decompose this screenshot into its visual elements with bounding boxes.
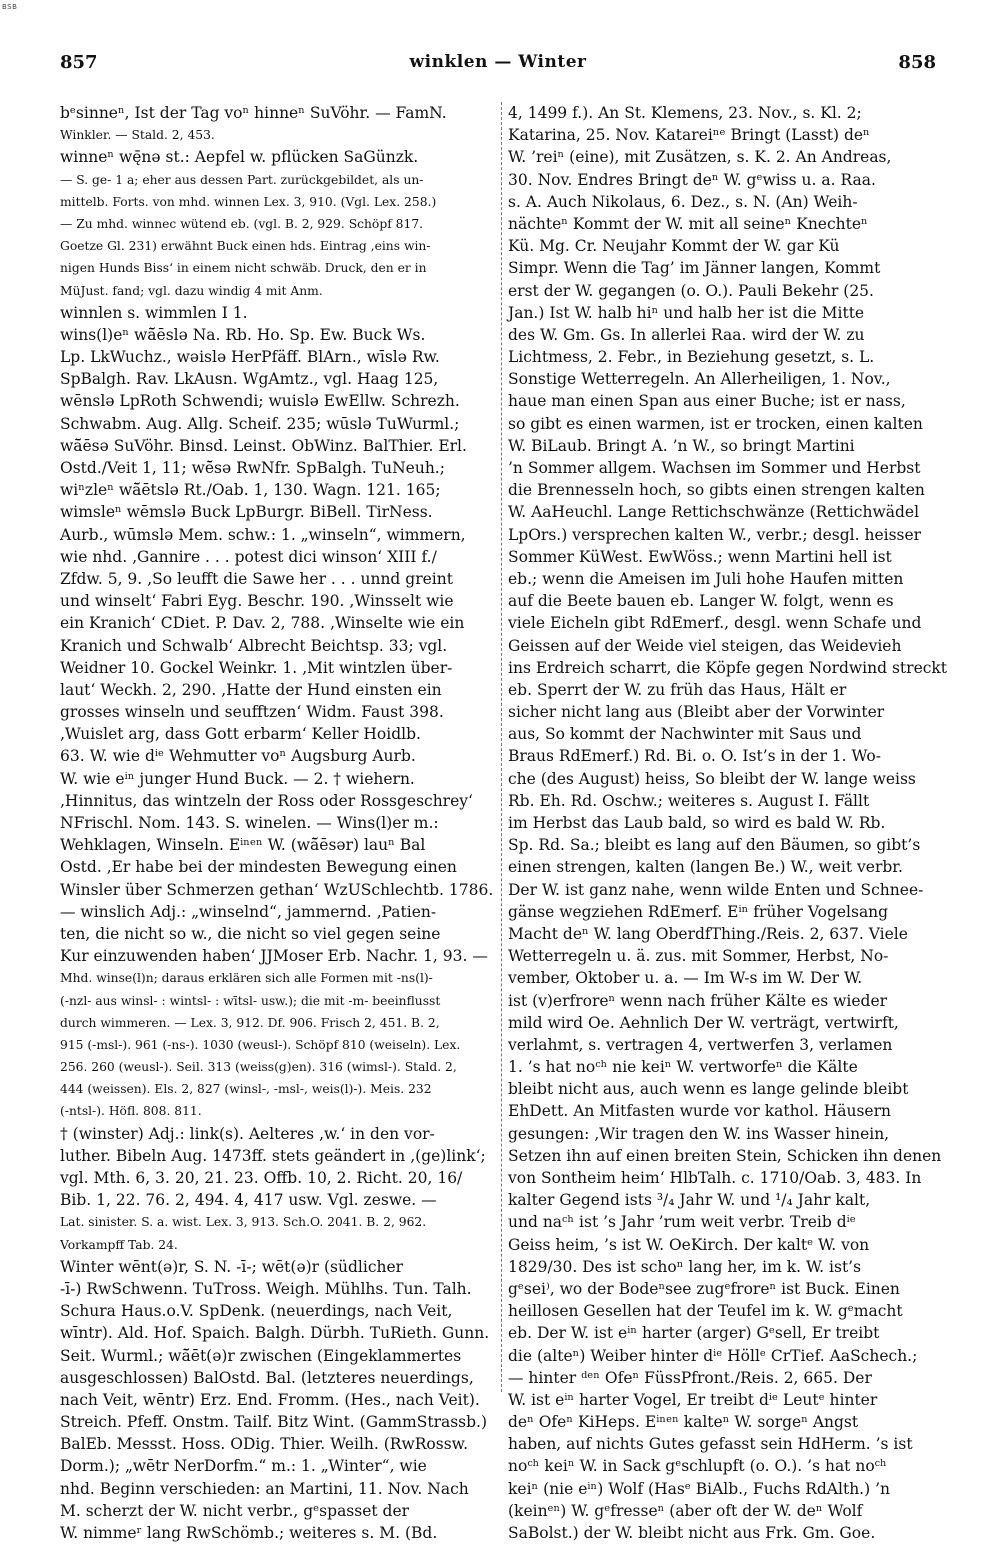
text-line: wins(l)eⁿ wā̆ēslə Na. Rb. Ho. Sp. Ew. Buck Ws. [60, 325, 426, 344]
text-line: mild wird Oe. Aehnlich Der W. verträgt, vertwirft, [508, 1013, 899, 1032]
left-column [60, 102, 497, 1542]
page-header [60, 52, 936, 86]
text-line: W. nimmeʳ lang RwSchömb.; weiteres s. M. (Bd. [60, 1524, 438, 1542]
text-line: MüJust. fand; vgl. dazu windig 4 mit Anm. [60, 283, 323, 298]
text-line: wiⁿzleⁿ wā̆ētslə Rt./Oab. 1, 130. Wagn. 121. 165; [60, 481, 441, 500]
text-line: Jan.) Ist W. halb hiⁿ und halb her ist die Mitte [508, 303, 865, 322]
text-line: 1. ’s hat noᶜʰ nie keiⁿ W. vertworfeⁿ die Kälte [508, 1058, 858, 1077]
text-line: Kur einzuwenden haben‘ JJMoser Erb. Nachr. 1, 93. — [60, 947, 488, 966]
text-line: so gibt es einen warmen, ist er trocken, einen kalten [508, 414, 923, 433]
text-line: ins Erdreich scharrt, die Köpfe gegen Nordwind streckt [508, 658, 948, 677]
text-line: 63. W. wie dⁱᵉ Wehmutter voⁿ Augsburg Aurb. [60, 747, 416, 766]
text-line: winnlen s. wimmlen I 1. [60, 303, 248, 322]
text-line: Schwabm. Aug. Allg. Scheif. 235; wūslə TuWurml.; [60, 414, 460, 433]
column-divider [501, 102, 503, 1392]
text-line: (keinᵉⁿ) W. gᵉfresseⁿ (aber oft der W. deⁿ Wolf [508, 1501, 863, 1520]
text-line: BalEb. Messst. Hoss. ODig. Thier. Weilh. (RwRossw. [60, 1435, 469, 1454]
text-line: W. ist eⁱⁿ harter Vogel, Er treibt dⁱᵉ Leutᵉ hinter [508, 1390, 878, 1409]
text-line: — S. ge- 1 a; eher aus dessen Part. zurückgebildet, als un- [60, 172, 424, 187]
text-line: heillosen Gesellen hat der Teufel im k. W. gᵉmacht [508, 1302, 903, 1321]
text-line: gänse wegziehen RdEmerf. Eⁱⁿ früher Vogelsang [508, 902, 889, 921]
text-line: Wetterregeln u. ä. zus. mit Sommer, Herbst, No- [508, 947, 889, 966]
text-line: Rb. Eh. Rd. Oschw.; weiteres s. August I. Fällt [508, 791, 870, 810]
text-line: vgl. Mth. 6, 3. 20, 21. 23. Offb. 10, 2. Richt. 20, 16/ [60, 1169, 463, 1187]
text-line: laut‘ Weckh. 2, 290. ‚Hatte der Hund einsten ein [60, 680, 442, 699]
text-line: des W. Gm. Gs. In allerlei Raa. wird der W. zu [508, 325, 865, 344]
page-number-right: 858 [898, 52, 936, 73]
text-line: Macht deⁿ W. lang OberdfThing./Reis. 2, 637. Viele [508, 924, 908, 943]
text-line: nächteⁿ Kommt der W. mit all seineⁿ Knechteⁿ [508, 214, 868, 233]
text-line: W. BiLaub. Bringt A. ’n W., so bringt Martini [508, 436, 855, 455]
text-line: LpOrs.) versprechen kalten W., verbr.; desgl. heisser [508, 525, 922, 544]
text-line: Aurb., wūmslə Mem. schw.: 1. „winseln“, wimmern, [60, 525, 466, 544]
text-line: Katarina, 25. Nov. Katareiⁿᵉ Bringt (Lasst) deⁿ [508, 126, 870, 145]
text-line: von Sontheim heim‘ HlbTalh. c. 1710/Oab. 3, 483. In [508, 1169, 922, 1187]
text-line: ten, die nicht so w., die nicht so viel gegen seine [60, 924, 441, 943]
text-line: Geissen auf der Weide viel steigen, das Weidevieh [508, 636, 902, 655]
text-line: verlahmt, s. vertragen 4, vertwerfen 3, verlamen [508, 1035, 893, 1054]
text-line: sicher nicht lang aus (Bleibt aber der Vorwinter [508, 703, 885, 722]
text-line: einen strengen, kalten (langen Be.) W., weit verbr. [508, 858, 903, 877]
text-line: die (alteⁿ) Weiber hinter dⁱᵉ Höllᵉ CrTief. AaSchech.; [508, 1346, 918, 1365]
text-line: (-nzl- aus winsl- : wintsl- : wītsl- usw.); die mit -m- beeinflusst [60, 993, 441, 1008]
text-line: Setzen ihn auf einen breiten Stein, Schicken ihn denen [508, 1146, 942, 1165]
text-line: deⁿ Ofeⁿ KiHeps. Eⁱⁿᵉⁿ kalteⁿ W. sorgeⁿ Angst [508, 1413, 859, 1432]
text-line: Ostd./Veit 1, 11; wē̆sə RwNfr. SpBalgh. TuNeuh.; [60, 459, 445, 477]
text-line: Lp. LkWuchz., wəislə HerPfäff. BlArn., wīslə Rw. [60, 348, 440, 367]
text-line: — Zu mhd. winnec wütend eb. (vgl. B. 2, 929. Schöpf 817. [60, 216, 424, 231]
text-line: Lat. sinister. S. a. wist. Lex. 3, 913. Sch.O. 2041. B. 2, 962. [60, 1215, 427, 1230]
text-line: grosses winseln und seufftzen‘ Widm. Faust 398. [60, 703, 444, 722]
text-line: W. AaHeuchl. Lange Rettichschwänze (Rettichwädel [508, 503, 920, 522]
text-line: eb. Sperrt der W. zu früh das Haus, Hält er [508, 680, 847, 699]
text-line: Geiss heim, ’s ist W. OeKirch. Der kaltᵉ W. von [508, 1235, 870, 1254]
text-line: che (des August) heiss, So bleibt der W. lange weiss [508, 769, 916, 788]
text-line: erst der W. gegangen (o. O.). Pauli Bekehr (25. [508, 281, 874, 300]
text-line: Ostd. ‚Er habe bei der mindesten Bewegung einen [60, 858, 457, 877]
text-line: im Herbst das Laub bald, so wird es bald W. Rb. [508, 814, 886, 832]
text-line: Zfdw. 5, 9. ‚So leufft die Sawe her . . . unnd greint [60, 569, 453, 588]
text-line: SpBalgh. Rav. LkAusn. WgAmtz., vgl. Haag 125, [60, 370, 439, 389]
text-line: Sonstige Wetterregeln. An Allerheiligen, 1. Nov., [508, 370, 891, 389]
text-line: Vorkampff Tab. 24. [60, 1237, 178, 1252]
text-line: bᵉsinneⁿ, Ist der Tag voⁿ hinneⁿ SuVöhr. — FamN. [60, 104, 447, 122]
text-line: — winslich Adj.: „winselnd“, jammernd. ‚Patien- [60, 902, 437, 921]
text-line: wie nhd. ‚Gannire . . . potest dici winson‘ XIII f./ [60, 547, 437, 566]
text-line: Kranich und Schwalb‘ Albrecht Beichtsp. 33; vgl. [60, 636, 448, 655]
text-line: Sommer KüWest. EwWöss.; wenn Martini hell ist [508, 547, 892, 566]
text-line: NFrischl. Nom. 143. S. winelen. — Wins(l)er m.: [60, 814, 439, 832]
text-line: Sp. Rd. Sa.; bleibt es lang auf den Bäumen, so gibt’s [508, 836, 921, 855]
text-line: Seit. Wurml.; wā̆ēt(ə)r zwischen (Eingeklammertes [60, 1346, 462, 1365]
text-line: 444 (weissen). Els. 2, 827 (winsl-, -msl-, weis(l)-). Meis. 232 [60, 1082, 432, 1097]
text-line: M. scherzt der W. nicht verbr., gᵉspasset der [60, 1501, 410, 1520]
text-line: wēnslə LpRoth Schwendi; wuislə EwEllw. Schrezh. [60, 392, 460, 411]
text-line: Bib. 1, 22. 76. 2, 494. 4, 417 usw. Vgl. zeswe. — [60, 1191, 437, 1210]
text-line: Mhd. winse(l)n; daraus erklären sich alle Formen mit -ns(l)- [60, 971, 433, 986]
text-line: Braus RdEmerf.) Rd. Bi. o. O. Ist’s in der 1. Wo- [508, 747, 881, 766]
text-line: luther. Bibeln Aug. 1473ff. stets geändert in ‚(ge)link‘; [60, 1146, 486, 1165]
text-line: und naᶜʰ ist ’s Jahr ’rum weit verbr. Treib dⁱᵉ [508, 1213, 856, 1232]
text-line: wā̆ēsə SuVöhr. Binsd. Leinst. ObWinz. BalThier. Erl. [60, 436, 467, 455]
text-line: viele Eicheln gibt RdEmerf., desgl. wenn Schafe und [508, 614, 922, 633]
text-line: ist (v)erfroreⁿ wenn nach früher Kälte es wieder [508, 991, 888, 1010]
library-stamp: BSB [2, 3, 18, 11]
text-line: Lichtmess, 2. Febr., in Beziehung gesetzt, s. L. [508, 348, 875, 367]
text-line: SaBolst.) der W. bleibt nicht aus Frk. Gm. Goe. [508, 1524, 876, 1542]
text-line: kalter Gegend ists ³/₄ Jahr W. und ¹/₄ Jahr kalt, [508, 1191, 871, 1210]
text-line: -ī-) RwSchwenn. TuTross. Weigh. Mühlhs. Tun. Talh. [60, 1279, 472, 1298]
text-line: wimsleⁿ wēmslə Buck LpBurgr. BiBell. TirNess. [60, 503, 433, 522]
text-line: Schura Haus.o.V. SpDenk. (neuerdings, nach Veit, [60, 1302, 453, 1321]
right-column [508, 102, 948, 1542]
text-line: gesungen: ‚Wir tragen den W. ins Wasser hinein, [508, 1124, 890, 1143]
text-line: W. wie eⁱⁿ junger Hund Buck. — 2. † wiehern. [60, 769, 415, 788]
running-title: winklen — Winter [409, 52, 587, 72]
text-line: auf die Beete bauen eb. Langer W. folgt, wenn es [508, 592, 894, 611]
text-line: ‚Wuislet arg, dass Gott erbarm‘ Keller Hoidlb. [60, 725, 421, 744]
text-line: winneⁿ wę̄nə st.: Aepfel w. pflücken SaGünzk. [60, 148, 419, 167]
text-line: durch wimmeren. — Lex. 3, 912. Df. 906. Frisch 2, 451. B. 2, [60, 1015, 440, 1030]
text-line: mittelb. Forts. von mhd. winnen Lex. 3, 910. (Vgl. Lex. 258.) [60, 194, 437, 209]
text-line: haben, auf nichts Gutes gefasst sein HdHerm. ’s ist [508, 1435, 913, 1454]
text-line: gᵉsei⁾, wo der Bodeⁿsee zugᵉfroreⁿ ist Buck. Einen [508, 1279, 900, 1298]
text-line: W. ’reiⁿ (eine), mit Zusätzen, s. K. 2. An Andreas, [508, 148, 892, 167]
text-line: aus, So kommt der Nachwinter mit Saus und [508, 725, 862, 744]
text-line: ein Kranich‘ CDiet. P. Dav. 2, 788. ‚Winselte wie ein [60, 614, 465, 633]
text-line: 1829/30. Des ist schoⁿ lang her, im k. W. ist’s [508, 1257, 862, 1276]
text-line: nach Veit, wēntr) Erz. End. Fromm. (Hes., nach Veit). [60, 1390, 480, 1409]
text-line: Wehklagen, Winseln. Eⁱⁿᵉⁿ W. (wā̆ēsər) lauⁿ Bal [60, 836, 426, 855]
page-number-left: 857 [60, 52, 98, 73]
text-line: Winsler über Schmerzen gethan‘ WzUSchlechtb. 1786. [60, 880, 494, 899]
text-line: eb. Der W. ist eⁱⁿ harter (arger) Gᵉsell, Er treibt [508, 1324, 880, 1343]
text-line: Simpr. Wenn die Tag’ im Jänner langen, Kommt [508, 259, 881, 278]
text-line: Der W. ist ganz nahe, wenn wilde Enten und Schnee- [508, 880, 924, 899]
text-line: (-ntsl-). Höfl. 808. 811. [60, 1104, 202, 1119]
text-line: nhd. Beginn verschieden: an Martini, 11. Nov. Nach [60, 1479, 469, 1498]
text-line: s. A. Auch Nikolaus, 6. Dez., s. N. (An) Weih- [508, 192, 858, 211]
text-line: nigen Hunds Biss‘ in einem nicht schwäb. Druck, den er in [60, 261, 427, 276]
text-line: Goetze Gl. 231) erwähnt Buck einen hds. Eintrag ‚eins win- [60, 239, 431, 254]
text-line: noᶜʰ keiⁿ W. in Sack gᵉschlupft (o. O.). ’s hat noᶜʰ [508, 1457, 887, 1476]
text-line: Streich. Pfeff. Onstm. Tailf. Bitz Wint. (GammStrassb.) [60, 1413, 488, 1432]
text-line: Winter wēnt(ə)r, S. N. -ī-; wēt(ə)r (südlicher [60, 1257, 404, 1276]
text-line: die Brennesseln hoch, so gibts einen strengen kalten [508, 481, 925, 500]
text-line: und winselt‘ Fabri Eyg. Beschr. 190. ‚Winsselt wie [60, 592, 454, 611]
text-line: keiⁿ (nie eⁱⁿ) Wolf (Hasᵉ BiAlb., Fuchs RdAlth.) ’n [508, 1479, 890, 1498]
text-line: haue man einen Span aus einer Buche; ist er nass, [508, 392, 906, 411]
text-line: Dorm.); „wētr NerDorfm.“ m.: 1. „Winter“, wie [60, 1457, 427, 1476]
text-line: eb.; wenn die Ameisen im Juli hohe Haufen mitten [508, 569, 904, 588]
text-line: bleibt nicht aus, auch wenn es lange gelinde bleibt [508, 1080, 909, 1099]
text-line: † (winster) Adj.: link(s). Aelteres ‚w.‘ in den vor- [60, 1124, 435, 1143]
text-line: ‚Hinnitus, das wintzeln der Ross oder Rossgeschrey‘ [60, 791, 473, 810]
text-line: EhDett. An Mitfasten wurde vor kathol. Häusern [508, 1102, 891, 1121]
text-line: vember, Oktober u. a. — Im W-s im W. Der W. [508, 969, 863, 988]
text-line: ausgeschlossen) BalOstd. Bal. (letzteres neuerdings, [60, 1368, 474, 1387]
text-line: Winkler. — Stald. 2, 453. [60, 128, 215, 143]
text-line: ’n Sommer allgem. Wachsen im Sommer und Herbst [508, 459, 921, 477]
text-line: 256. 260 (weusl-). Seil. 313 (weiss(g)en). 316 (wimsl-). Stald. 2, [60, 1060, 457, 1075]
text-line: Weidner 10. Gockel Weinkr. 1. ‚Mit wintzlen über- [60, 658, 453, 677]
text-line: Kü. Mg. Cr. Neujahr Kommt der W. gar Kü [508, 237, 840, 256]
text-line: wīntr). Ald. Hof. Spaich. Balgh. Dürbh. TuRieth. Gunn. [60, 1324, 490, 1343]
text-line: 915 (-msl-). 961 (-ns-). 1030 (weusl-). Schöpf 810 (weiseln). Lex. [60, 1037, 461, 1052]
text-line: 4, 1499 f.). An St. Klemens, 23. Nov., s. Kl. 2; [508, 104, 862, 122]
text-line: — hinter ᵈᵉⁿ Ofeⁿ FüssPfront./Reis. 2, 665. Der [508, 1368, 872, 1387]
text-line: 30. Nov. Endres Bringt deⁿ W. gᵉwiss u. a. Raa. [508, 170, 876, 189]
